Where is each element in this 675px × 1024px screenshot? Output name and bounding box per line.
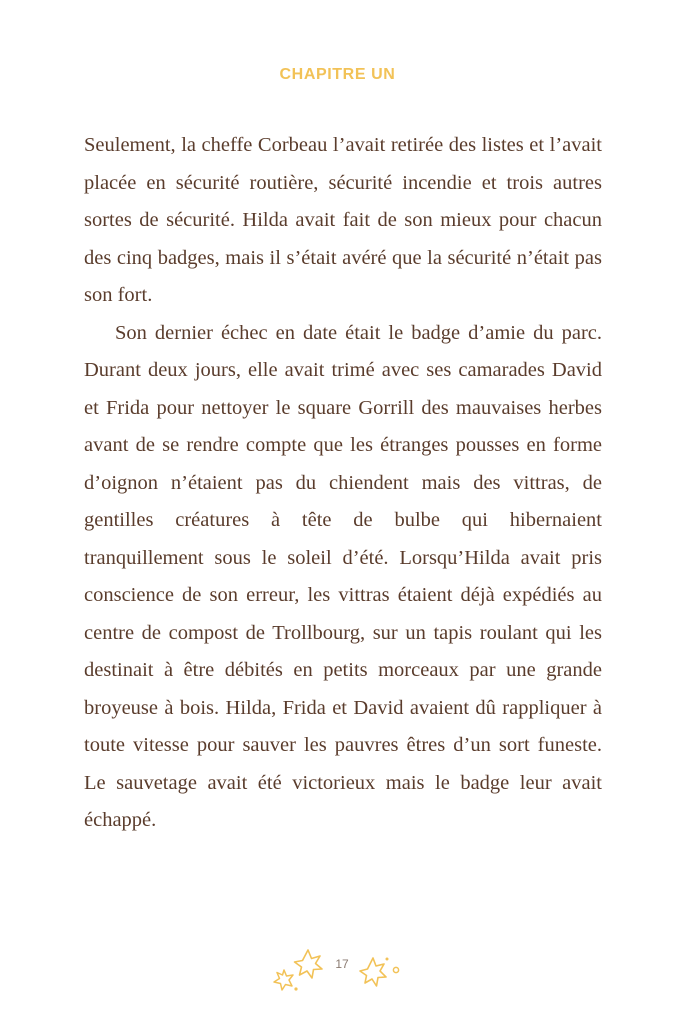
chapter-heading: CHAPITRE UN bbox=[279, 66, 396, 83]
star-icon bbox=[360, 958, 386, 986]
body-text bbox=[84, 127, 602, 840]
paragraph: Son dernier échec en date était le badge d’amie du parc. Durant deux jours, elle avait trimé avec ses camarades David et Frida pour nettoyer le square Gorrill des mauvaises herbes avant de se rendre compte que les étranges pousses en forme d’oignon n’étaient pas du chiendent mais des vittras, de gentilles créatures à tête de bulbe qui hibernaient tranquillement sous le soleil d’été. Lorsqu’Hilda avait pris conscience de son erreur, les vittras étaient déjà expédiés au centre de compost de Trollbourg, sur un tapis roulant qui les destinait à être débités en petits morceaux par une grande broyeuse à bois. Hilda, Frida et David avaient dû rappliquer à toute vitesse pour sauver les pauvres êtres d’un sort funeste. Le sauvetage avait été victorieux mais le badge leur avait échappé. bbox=[84, 321, 602, 831]
page-number: 17 bbox=[335, 957, 349, 971]
star-icon bbox=[295, 950, 323, 978]
page-footer bbox=[0, 942, 675, 1002]
star-ornament-left bbox=[270, 944, 330, 996]
star-ornament-right bbox=[356, 952, 406, 996]
paragraph: Seulement, la cheffe Corbeau l’avait retirée des listes et l’avait placée en sécurité routière, sécurité incendie et trois autres sortes de sécurité. Hilda avait fait de son mieux pour chacun des cinq badges, mais il s’était avéré que la sécurité n’était pas son fort. bbox=[84, 134, 602, 306]
star-icon bbox=[274, 970, 293, 990]
